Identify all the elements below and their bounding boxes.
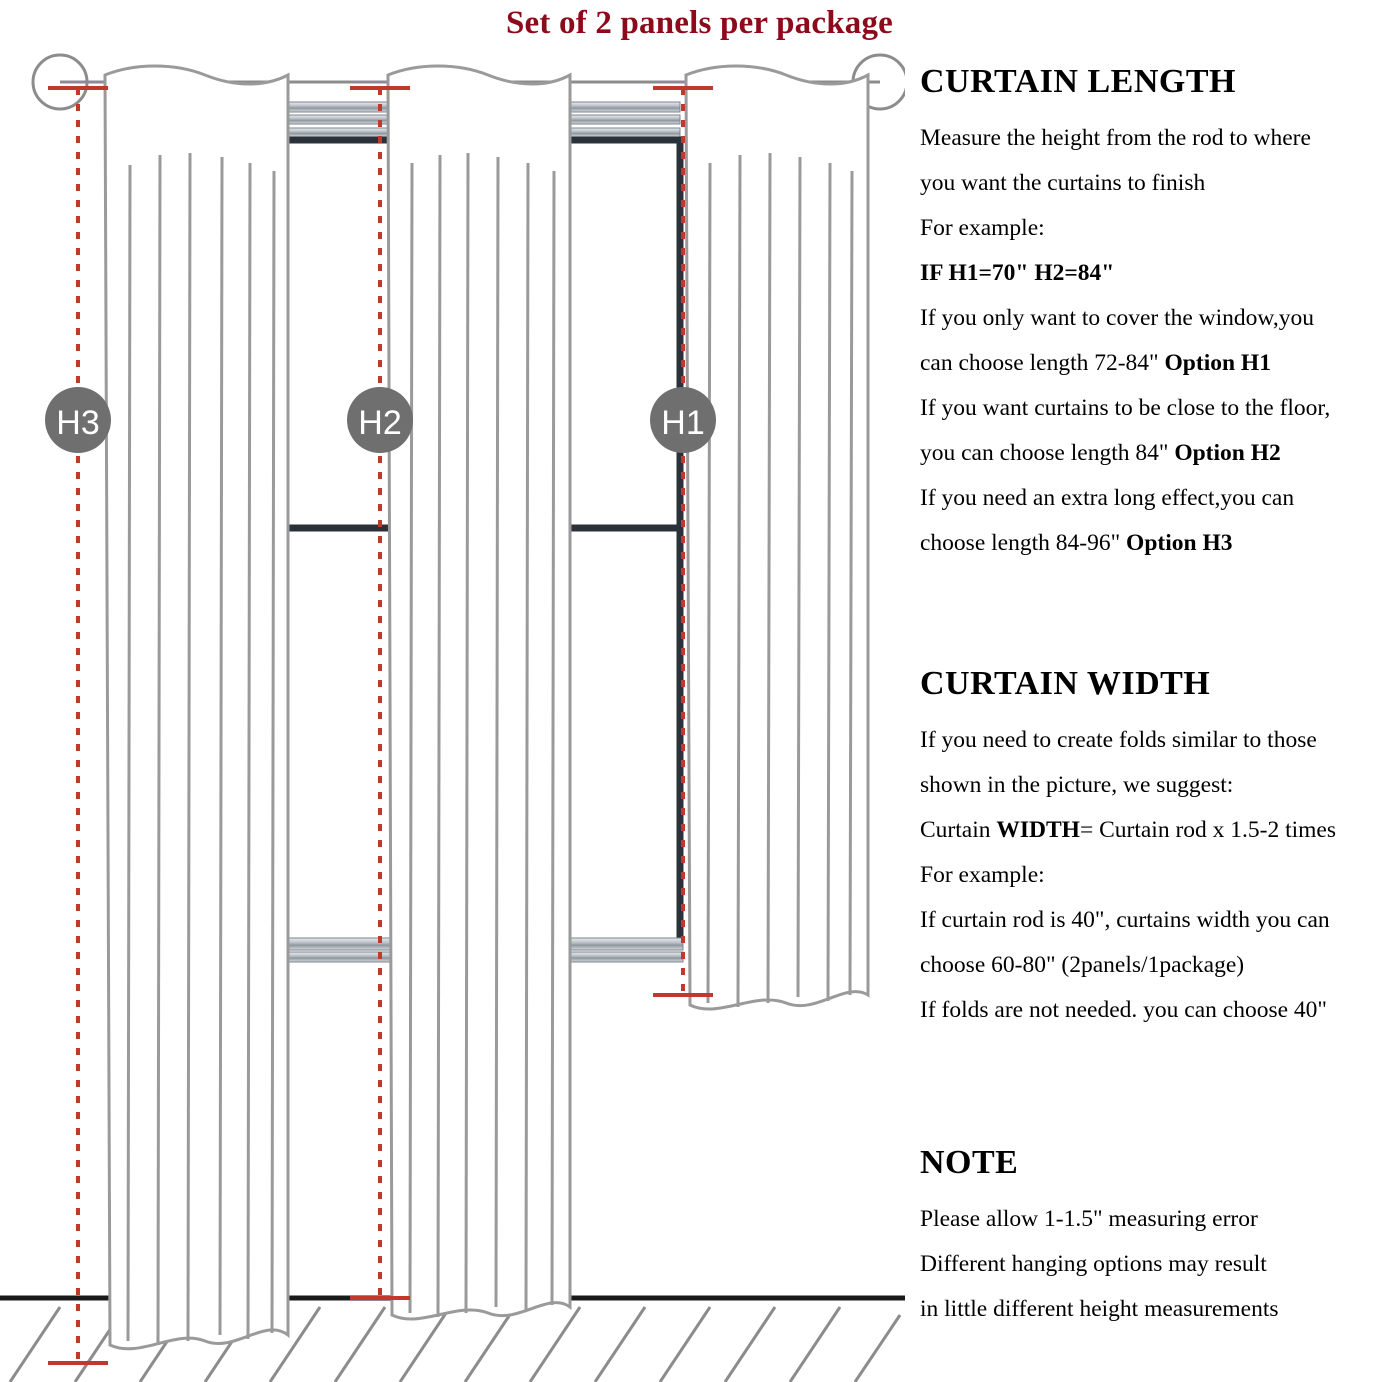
text-line: you can choose length 84" bbox=[920, 440, 1175, 466]
text-line: If you only want to cover the window,you bbox=[920, 305, 1314, 331]
text-line: If you need to create folds similar to those bbox=[920, 727, 1317, 753]
text-line: you want the curtains to finish bbox=[920, 170, 1206, 196]
text-line: If you need an extra long effect,you can bbox=[920, 485, 1295, 511]
option-label-h2: Option H2 bbox=[1174, 440, 1281, 466]
text-line: in little different height measurements bbox=[920, 1296, 1279, 1322]
text-line: For example: bbox=[920, 862, 1045, 888]
page-title: Set of 2 panels per package bbox=[505, 5, 894, 41]
text-line-emphasis: IF H1=70" H2=84" bbox=[920, 260, 1115, 286]
curtain-panel-short bbox=[686, 66, 868, 1009]
measure-line-h3 bbox=[48, 88, 108, 1363]
section-title-curtain-width: CURTAIN WIDTH bbox=[920, 665, 1211, 702]
section-body-curtain-length bbox=[920, 116, 1395, 566]
section-title-curtain-length: CURTAIN LENGTH bbox=[920, 63, 1236, 100]
text-line: choose 60-80" (2panels/1package) bbox=[920, 952, 1245, 978]
text-line: Please allow 1-1.5" measuring error bbox=[920, 1206, 1258, 1232]
marker-h3-label: H3 bbox=[56, 404, 100, 442]
marker-h2-label: H2 bbox=[358, 404, 402, 442]
text-line: shown in the picture, we suggest: bbox=[920, 772, 1234, 798]
text-line: Different hanging options may result bbox=[920, 1251, 1267, 1277]
curtain-diagram bbox=[0, 45, 905, 1382]
text-line: Curtain bbox=[920, 817, 997, 843]
text-line: choose length 84-96" bbox=[920, 530, 1127, 556]
text-line: If folds are not needed. you can choose 40" bbox=[920, 997, 1327, 1023]
text-line-tail: = Curtain rod x 1.5-2 times bbox=[1079, 817, 1337, 843]
width-keyword: WIDTH bbox=[996, 817, 1080, 843]
option-label-h1: Option H1 bbox=[1164, 350, 1271, 376]
text-line: If curtain rod is 40", curtains width you can bbox=[920, 907, 1330, 933]
curtain-panel-long bbox=[105, 66, 288, 1349]
instructions-column bbox=[920, 62, 1395, 1382]
text-line: If you want curtains to be close to the floor, bbox=[920, 395, 1331, 421]
option-label-h3: Option H3 bbox=[1126, 530, 1233, 556]
marker-h1-label: H1 bbox=[661, 404, 705, 442]
section-title-note: NOTE bbox=[920, 1144, 1019, 1181]
text-line: can choose length 72-84" bbox=[920, 350, 1165, 376]
section-body-curtain-width bbox=[920, 718, 1395, 1033]
text-line: Measure the height from the rod to where bbox=[920, 125, 1311, 151]
text-line: For example: bbox=[920, 215, 1045, 241]
curtain-panel-mid bbox=[388, 66, 570, 1319]
section-body-note bbox=[920, 1197, 1395, 1332]
